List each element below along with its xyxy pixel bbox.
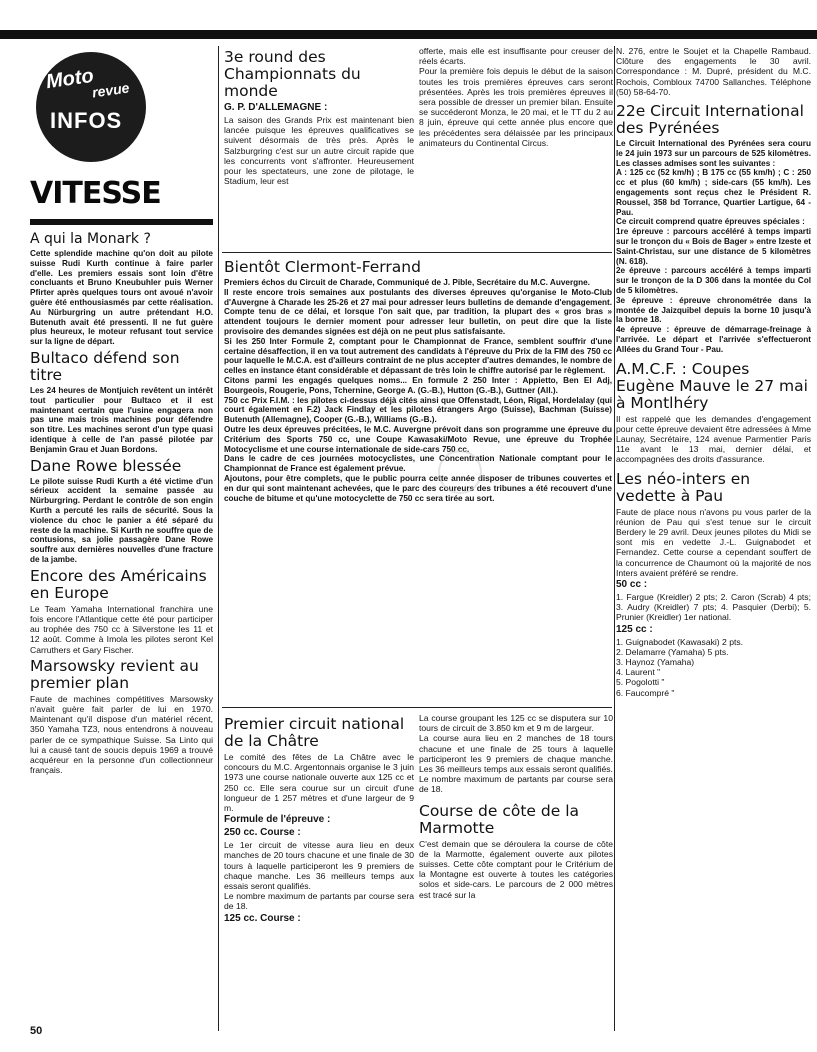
- result-item: 5. Pogolotti ": [616, 677, 665, 688]
- article-body: offerte, mais elle est insuffisante pour creuser de réels écarts.: [419, 46, 613, 67]
- article-title: Premier circuit national de la Châtre: [224, 715, 405, 750]
- article-body: Il est rappelé que les demandes d'engagement pour cette épreuve devaient être adressées à Mme Launay, Secrétaire, 124 avenue Parmentier Paris 11e avant le 13 mai, dernier délai, et accompagnées des droits d'assurance.: [616, 413, 811, 465]
- column-separator: [614, 46, 615, 1031]
- article-body: Le comité des fêtes de La Châtre avec le concours du M.C. Argentonnais organise le 3 juin 1973 une course nationale ouverte aux 125 cc et 250 cc. Elle sera courue sur un circuit d'une longueur de 1 257 mètres et d'une largeur de 9 m.: [224, 752, 414, 814]
- article-paragraph: Outre les deux épreuves précitées, le M.C. Auvergne prévoit dans son programme une épreuve du Critérium des Sports 750 cc, une Coupe Kawasaki/Moto Revue, une épreuve du Trophée Motocyclisme et une course internationale de side-cars 750 cc.: [224, 424, 612, 454]
- article-title: Marsowsky revient au premier plan: [30, 656, 199, 692]
- top-rule: [0, 30, 817, 39]
- article-paragraph: Ce circuit comprend quatre épreuves spéciales :: [616, 217, 805, 227]
- section-title: VITESSE: [30, 176, 161, 211]
- article-title: Les néo-inters en vedette à Pau: [616, 469, 751, 505]
- chatre-marmotte-column: [419, 713, 613, 1033]
- section-separator: [222, 252, 612, 253]
- article-subtitle: G. P. D'ALLEMAGNE :: [224, 102, 328, 113]
- article-body: N. 276, entre le Soujet et la Chapelle Rambaud. Clôture des engagements le 30 avril. Correspondance : M. Dupré, président du M.C. Rochois, Combloux 74700 Sallanches. Téléphone (50) 58-64-70.: [616, 46, 811, 97]
- article-paragraph: 3e épreuve : épreuve chronométrée dans la montée de Jaizquibel depuis la borne 10 jusqu'à la borne 18.: [616, 295, 811, 325]
- article-title: Bientôt Clermont-Ferrand: [224, 258, 421, 276]
- article-body: Le nombre maximum de partants par course sera de 18.: [224, 891, 414, 912]
- article-body: Pour la première fois depuis le début de la saison toutes les trois premières épreuves cars seront présentées. Après les trois premières épreuves il sera possible de dresser un premier bilan. Ensuite se succéderont Monza, le 20 mai, et le TT du 2 au 8 juin, épreuve qui cette année plus encore que les précédentes sera délaissée par les principaux animateurs du Continental Circus.: [419, 66, 613, 148]
- article-title: 3e round des Championnats du monde: [224, 48, 361, 100]
- article-paragraph: 750 cc Prix F.I.M. : les pilotes ci-dessus déjà cités ainsi que Offenstadt, Léon, Rigal, Hordelalay (qui court également en F.2) Jack Findlay et les pilotes étrangers Argo (Suisse), Bachman (Suisse) Butenuth (Allemagne), Cooper (G.-B.), Williams (G.-B.).: [224, 395, 612, 425]
- article-paragraph: Premiers échos du Circuit de Charade, Communiqué de J. Pible, Secrétaire du M.C. Auvergne.: [224, 278, 590, 287]
- clermont-article: [224, 256, 612, 701]
- article-body: Faute de machines compétitives Marsowsky n'avait guère fait parler de lui en 1970. Maintenant qu'il dispose d'un matériel récent, 350 Yamaha TZ3, nous entendrons à nouveau parler de ce sympathique Suisse. Sa Linto qui lui a causé tant de soucis depuis 1969 a trouvé acquéreur en la personne d'un collectionneur français.: [30, 693, 213, 776]
- article-paragraph: Ajoutons, pour être complets, que le public pourra cette année disposer de tribunes couvertes et en dur qui sont maintenant achevées, que le parc des coureurs des tribunes a été recouvert d'une couche de bitume et qu'une motocyclette de 750 cc sera tirée au sort.: [224, 473, 612, 503]
- article-body: Le 1er circuit de vitesse aura lieu en deux manches de 20 tours chacune et une finale de 30 tours à laquelle participeront les 9 premiers de chaque manche. Les 36 meilleurs temps aux essais seront qualifiés.: [224, 840, 414, 892]
- section-separator: [222, 707, 612, 708]
- article-title: A.M.C.F. : Coupes Eugène Mauve le 27 mai à Montlhéry: [616, 359, 808, 412]
- article-body: C'est demain que se déroulera la course de côte de la Marmotte, également ouverte aux pilotes suisses. Cette côte comptant pour le Critérium de la Montagne est ouverte à toutes les catégories solos et side-cars. Le parcours de 2 000 mètres est tracé sur la: [419, 838, 613, 900]
- result-item: 2. Delamarre (Yamaha) 5 pts.: [616, 646, 729, 657]
- article-title: Course de côte de la Marmotte: [419, 801, 579, 837]
- library-stamp-watermark: [438, 450, 482, 494]
- article-paragraph: Le Circuit International des Pyrénées sera couru le 24 juin 1973 sur un parcours de 525 kilomètres. Les classes admises sont les suivantes :: [616, 139, 811, 168]
- article-paragraph: 4e épreuve : épreuve de démarrage-freinage à l'arrivée. Le départ et l'arrivée s'effectueront Allées du Grand Tour - Pau.: [616, 325, 811, 354]
- result-item: 3. Haynoz (Yamaha): [616, 657, 695, 667]
- article-title: A qui la Monark ?: [30, 231, 151, 247]
- article-title: Bultaco défend son titre: [30, 348, 180, 384]
- gp-allemagne-column-1: [224, 46, 414, 251]
- article-paragraph: Dans le cadre de ces journées motocyclistes, une Concentration Nationale comptant pour le Championnat de France est également prévue.: [224, 454, 612, 474]
- article-body: Le pilote suisse Rudi Kurth a été victime d'un sérieux accident la semaine passée au Nürburgring. Perdant le contrôle de son engin Kurth a percuté les rails de sécurité. Sous la violence du choc le panier a été séparé du reste de la machine. Si Kurth ne souffre que de contusions, sa jolie passagère Dane Rowe souffre aux dernières nouvelles d'une fracture de la jambe.: [30, 476, 213, 564]
- logo-text-revue: revue: [91, 79, 131, 101]
- chatre-article: [224, 713, 414, 1033]
- moto-revue-infos-logo: [36, 52, 146, 162]
- logo-text-infos: INFOS: [50, 108, 123, 133]
- page-number: 50: [30, 1025, 43, 1037]
- logo-text-moto: Moto: [44, 64, 95, 94]
- result-item: 4. Laurent ": [616, 667, 661, 678]
- result-item: 6. Faucompré ": [616, 687, 675, 698]
- article-body: La course groupant les 125 cc se disputera sur 10 tours de circuit de 3.850 km et 9 m de largeur.: [419, 713, 613, 734]
- article-paragraph: Si les 250 Inter Formule 2, comptant pour le Championnat de France, semblent souffrir d'une certaine désaffection, il en va tout autrement des candidats à l'épreuve du Prix de la FIM des 750 cc pour laquelle le M.C.A. est d'ailleurs contraint de ne plus accepter d'autres demandes, le nombre de celles en instance étant considérable et dépassant de très loin le chiffre autorisé par le règlement.: [224, 336, 612, 376]
- article-subheading: 125 cc. Course :: [224, 912, 301, 924]
- article-title: Dane Rowe blessée: [30, 456, 182, 475]
- article-body: Cette splendide machine qu'on doit au pilote suisse Rudi Kurth continue à faire parler d'elle. Les premiers essais sont loin d'être concluants et Bruno Kneubuhler puis Werner Pfirter après quelques tours ont avoué n'avoir guère été enthousiasmés par cette réalisation. Au Nürburgring un autre prétendant H.O. Butenuth avait été pressenti. Il ne fut guère plus heureux, le moteur refusant tout service sur la ligne de départ.: [30, 249, 213, 347]
- column-1: [30, 46, 213, 1036]
- gp-allemagne-column-2: [419, 46, 613, 251]
- results-50cc: 1. Fargue (Kreidler) 2 pts; 2. Caron (Scrab) 4 pts; 3. Audry (Kreidler) 7 pts; 4. Pasquier (Derbi); 5. Prunier (Kreidler) 1er national.: [616, 591, 811, 623]
- article-title: 22e Circuit International des Pyrénées: [616, 102, 804, 138]
- article-subheading: 250 cc. Course :: [224, 827, 301, 839]
- result-item: 1. Guignabodet (Kawasaki) 2 pts.: [616, 636, 744, 647]
- article-body: Faute de place nous n'avons pu vous parler de la réunion de Pau qui s'est tenue sur le circuit Berdery le 29 avril. Deux jeunes pilotes du Midi se sont mis en vedette J.-L. Guignabodet et Fernandez. Cette course a cependant souffert de la concurrence de Chaumont où la majorité de nos Inters avaient préféré se rendre.: [616, 506, 811, 578]
- article-body: Le nombre maximum de partants par course sera de 18.: [419, 774, 613, 795]
- article-body: Le Team Yamaha International franchira une fois encore l'Atlantique cette été pour participer au trophée des 750 cc à Silverstone les 11 et 12 août. Comme à Imola les pilotes seront Kel Carruthers et Gary Fischer.: [30, 603, 213, 655]
- column-4: [616, 46, 811, 1036]
- article-paragraph: 2e épreuve : parcours accéléré à temps imparti sur le tronçon de la D 306 dans la montée du Col de 5 kilomètres.: [616, 266, 811, 295]
- results-heading: 50 cc :: [616, 578, 648, 590]
- article-title: Encore des Américains en Europe: [30, 566, 207, 602]
- column-separator: [218, 46, 219, 1031]
- results-heading: 125 cc :: [616, 623, 653, 635]
- article-paragraph: A : 125 cc (52 km/h) ; B 175 cc (55 km/h) ; C : 250 cc et plus (60 km/h) ; side-cars (55 km/h). Les engagements sont reçus chez le Président R. Roussel, 358 bd Torrance, Quartier Lartigue, 64 - Pau.: [616, 168, 811, 217]
- article-paragraph: 1re épreuve : parcours accéléré à temps imparti sur le tronçon du « Bois de Bager » entre Izeste et Saint-Christau, sur une distance de 5 kilomètres (N. 618).: [616, 227, 811, 266]
- article-paragraph: Citons parmi les engagés quelques noms... En formule 2 250 Inter : Appietto, Ben El Adj, Bourgeois, Rougerie, Pons, Tchernine, George A. (G.-B.), Hutton (G.-B.), Guttner (All.).: [224, 375, 612, 395]
- article-subheading: Formule de l'épreuve :: [224, 814, 331, 826]
- article-body: La course aura lieu en 2 manches de 18 tours chacune et une finale de 25 tours à laquelle participeront les 9 premiers de chaque manche. Les 36 meilleurs temps aux essais seront qualifiés.: [419, 733, 613, 775]
- section-bar: [30, 219, 213, 225]
- article-paragraph: Il reste encore trois semaines aux postulants des diverses épreuves qu'organise le Moto-Club d'Auvergne à Charade les 25-26 et 27 mai pour adresser leurs bulletins de demande d'engagement. Compte tenu de ce délai, et lorsque l'on sait que, par tradition, la plupart des « gros bras » attendent toujours le dernier moment pour adresser leur bulletin, on peut dire que la liste provisoire des demandes signées est déjà on ne peut plus satisfaisante.: [224, 287, 612, 336]
- article-body: Les 24 heures de Montjuich revêtent un intérêt tout particulier pour Bultaco et il est maintenant certain que l'usine engagera non pas une mais trois machines pour défendre son titre. Les machines seront d'un type quasi identique à celle de l'an passé pilotée par Benjamin Grau et Juan Bordons.: [30, 385, 213, 454]
- results-125cc-list: [616, 637, 811, 698]
- article-body: La saison des Grands Prix est maintenant bien lancée puisque les épreuves qualificatives se suivent désormais de très près. Après le Salzburgring c'est sur un autre circuit rapide que les concurrents vont s'affronter. Heureusement pour les spectateurs, une zone de pilotage, le Stadium, leur est: [224, 115, 414, 187]
